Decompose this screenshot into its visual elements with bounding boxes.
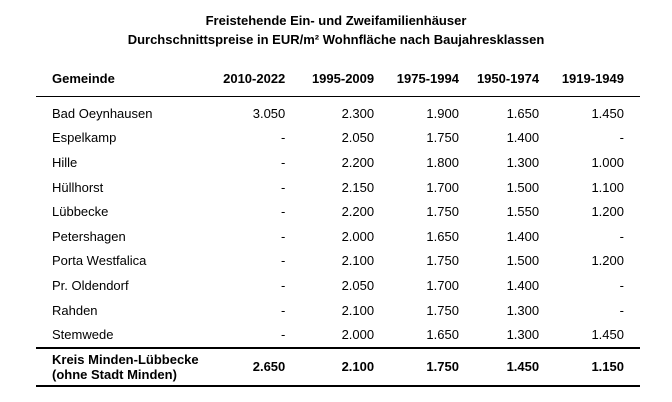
row-name: Espelkamp (52, 130, 117, 146)
title-line-2: Durchschnittspreise in EUR/m² Wohnfläche nach Baujahresklassen (127, 32, 545, 47)
cell-value: 1.400 (506, 228, 540, 244)
row-name: Bad Oeynhausen (52, 105, 153, 121)
cell-value: 3.050 (252, 105, 286, 121)
cell-value: 1.450 (591, 327, 624, 343)
cell-value: - (619, 277, 624, 293)
total-name-line-1: Kreis Minden-Lübbecke (52, 351, 199, 367)
cell-value: - (619, 302, 624, 318)
cell-value: 1.800 (426, 154, 459, 170)
cell-value: 1.550 (506, 204, 540, 220)
cell-value: - (280, 228, 286, 244)
title-line-1: Freistehende Ein- und Zweifamilienhäuser (205, 13, 467, 28)
cell-value: 2.050 (341, 277, 375, 293)
cell-value: - (280, 154, 286, 170)
total-row (36, 348, 640, 386)
row-name: Petershagen (52, 228, 126, 244)
row-name: Porta Westfalica (52, 253, 147, 269)
table-row (36, 126, 640, 151)
row-name: Rahden (52, 302, 98, 318)
row-name: Pr. Oldendorf (52, 277, 129, 293)
table-row (36, 249, 640, 274)
total-value: 1.450 (459, 348, 539, 386)
header-1995-2009: 1995-2009 (289, 60, 374, 97)
cell-value: - (619, 228, 624, 244)
cell-value: 1.000 (591, 154, 624, 170)
header-gemeinde: Gemeinde (36, 60, 213, 97)
cell-value: 1.700 (426, 277, 459, 293)
price-table (36, 60, 640, 387)
cell-value: 1.750 (426, 302, 459, 318)
cell-value: 1.300 (506, 302, 540, 318)
cell-value: - (280, 253, 286, 269)
cell-value: 1.750 (426, 253, 459, 269)
cell-value: 2.050 (341, 130, 375, 146)
cell-value: 1.300 (506, 154, 540, 170)
header-row (36, 60, 640, 97)
cell-value: 2.000 (341, 327, 375, 343)
cell-value: - (619, 130, 624, 146)
row-name: Hüllhorst (52, 179, 104, 195)
table-row (36, 175, 640, 200)
cell-value: 2.100 (341, 253, 375, 269)
cell-value: 1.100 (591, 179, 624, 195)
cell-value: - (280, 130, 286, 146)
total-value: 2.100 (289, 348, 374, 386)
header-1975-1994: 1975-1994 (374, 60, 459, 97)
cell-value: - (280, 327, 286, 343)
cell-value: 1.650 (426, 228, 459, 244)
cell-value: 1.500 (506, 179, 540, 195)
cell-value: 2.000 (341, 228, 375, 244)
cell-value: 1.750 (426, 130, 459, 146)
cell-value: 1.650 (426, 327, 459, 343)
header-2010-2022: 2010-2022 (213, 60, 290, 97)
table-row (36, 150, 640, 175)
cell-value: 1.300 (506, 327, 540, 343)
table-row (36, 97, 640, 126)
cell-value: 1.650 (506, 105, 540, 121)
table-title (0, 11, 672, 49)
cell-value: 1.400 (506, 277, 540, 293)
cell-value: 1.450 (591, 105, 624, 121)
cell-value: 1.500 (506, 253, 540, 269)
row-name: Lübbecke (52, 204, 109, 220)
total-value: 1.150 (539, 348, 640, 386)
cell-value: 1.700 (426, 179, 459, 195)
row-name: Hille (52, 154, 78, 170)
cell-value: 1.400 (506, 130, 540, 146)
total-name (36, 348, 213, 386)
cell-value: 1.900 (426, 105, 459, 121)
cell-value: - (280, 204, 286, 220)
header-1919-1949: 1919-1949 (539, 60, 640, 97)
total-value: 2.650 (213, 348, 290, 386)
cell-value: - (280, 277, 286, 293)
table-row (36, 199, 640, 224)
total-name-line-2: (ohne Stadt Minden) (52, 366, 177, 382)
cell-value: 2.300 (341, 105, 375, 121)
cell-value: 2.150 (341, 179, 375, 195)
cell-value: 2.200 (341, 154, 375, 170)
total-value: 1.750 (374, 348, 459, 386)
table-row (36, 224, 640, 249)
header-1950-1974: 1950-1974 (459, 60, 539, 97)
table-row (36, 298, 640, 323)
row-name: Stemwede (52, 327, 114, 343)
cell-value: 2.200 (341, 204, 375, 220)
cell-value: 1.200 (591, 204, 624, 220)
cell-value: 1.200 (591, 253, 624, 269)
table-row (36, 273, 640, 298)
cell-value: 1.750 (426, 204, 459, 220)
cell-value: - (280, 302, 286, 318)
cell-value: 2.100 (341, 302, 375, 318)
table-row (36, 322, 640, 348)
cell-value: - (280, 179, 286, 195)
